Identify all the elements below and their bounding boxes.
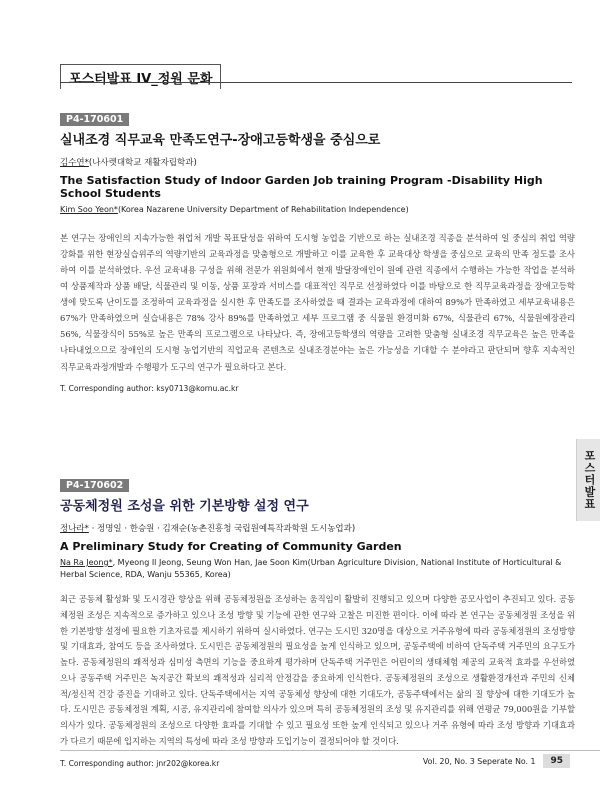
author-name-en: Kim Soo Yeon*	[60, 205, 118, 214]
authors-en	[60, 204, 575, 216]
abstract-id: P4-170602	[60, 479, 129, 492]
section-divider	[60, 82, 572, 83]
abstract-id: P4-170601	[60, 113, 129, 126]
abstract-2	[60, 473, 575, 768]
abstract-title-en: The Satisfaction Study of Indoor Garden Job training Program -Disability High School Students	[60, 174, 543, 200]
author-affiliation-en: (Korea Nazarene University Department of Rehabilitation Independence)	[117, 205, 409, 214]
authors-ko	[60, 522, 575, 534]
section-header: 포스터발표 IV_정원 문화	[60, 64, 221, 89]
footer-divider	[60, 750, 600, 751]
coauthors-ko: · 정명일 · 한승원 · 김재순(농촌진흥청 국립원예특작과학원 도시농업과)	[88, 524, 356, 534]
authors-ko	[60, 156, 575, 168]
abstract-body: 최근 공동체 활성화 및 도시경관 향상을 위해 공동체정원을 조성하는 움직임이 활발히 진행되고 있으며 다양한 공모사업이 추진되고 있다. 공동체정원 조성은 지속적으로 증가하고 있으나 조성 방향 및 기능에 관한 연구와 고찰은 미진한 편이다. 이에 따라 본 연구는 공동체정원 조성을 위한 기본방향 설정에 필요한 기초자료를 제시하기 위하여 실시하였다. 연구는 도시민 320명을 대상으로 거주유형에 따라 공동체정원의 조성방향 및 기대효과, 참여도 등을 조사하였다. 도시민은 공동체정원의 필요성을 높게 인식하고 있으며, 공동주택에 비하여 단독주택 거주민의 요구도가 높다. 공동체정원의 쾌적성과 심미성 측면의 기능을 중요하게 평가하며 단독주택 거주민은 어린이의 생태체험 제공의 교육적 효과를 우선하였으나 공동주택 거주민은 녹지공간 확보의 쾌적성과 심리적 안정감을 중요하게 인식한다. 공동체정원의 조성으로 생활환경개선과 주민의 신체적/정신적 건강 증진을 기대하고 있다. 단독주택에서는 지역 공동체성 향상에 대한 기대도가, 공동주택에서는 삶의 질 향상에 대한 기대도가 높다. 도시민은 공동체정원 계획, 시공, 유지관리에 참여할 의사가 있으며 특히 공동체정원의 조성 및 유지관리를 위해 연평균 79,000원을 기부할 의사가 있다. 공동체정원의 조성으로 다양한 효과를 기대할 수 있고 필요성 또한 높게 인식되고 있으나 거주 유형에 따라 조성 방향과 기대효과가 다르기 때문에 입지하는 지역의 특성에 따라 조성 방향과 도입기능이 결정되어야 할 것이다.	[60, 594, 575, 746]
authors-en	[60, 557, 575, 580]
abstract-title-ko: 공동체정원 조성을 위한 기본방향 설정 연구	[60, 499, 309, 514]
corresponding-author: T. Corresponding author: ksy0713@kornu.ac.kr	[60, 383, 239, 393]
abstract-title-ko: 실내조경 직무교육 만족도연구-장애고등학생을 중심으로	[60, 133, 381, 148]
author-name-ko: 김수연*	[60, 158, 89, 168]
section-side-tab: 포스터발표	[576, 439, 600, 521]
page-number: 95	[543, 754, 570, 768]
author-name-ko: 정나라*	[60, 524, 89, 534]
coauthors-en: , Myeong Il Jeong, Seung Won Han, Jae Soon Kim(Urban Agriculture Division, National Institute of Horticultural & Herbal Science, RDA, Wanju 55365, Korea)	[60, 558, 562, 579]
corresponding-author: T. Corresponding author: jnr202@korea.kr	[60, 758, 220, 768]
author-name-en: Na Ra Jeong*	[60, 558, 113, 567]
abstract-1	[60, 107, 575, 393]
journal-info: Vol. 20, No. 3 Seperate No. 1	[422, 756, 536, 766]
abstract-body: 본 연구는 장애인의 지속가능한 취업처 개발 목표달성을 위하여 도시형 농업을 기반으로 하는 실내조경 직종을 분석하여 일 중심의 취업 역량강화를 위한 현장실습위주의 역량기반의 교육과정을 맞춤형으로 개발하고 이를 교육한 후 교육대상 학생을 중심으로 교육의 만족 정도를 조사하여 이를 분석하였다. 우선 교육내용 구성을 위해 전문가 위원회에서 현재 발달장애인이 원예 관련 직종에서 수행하는 가능한 작업을 분석하여 상품제작과 상품 배달, 식물관리 및 이동, 상품 포장과 서비스를 대표적인 직무로 선정하였다 이를 바탕으로 한 직무교육과정을 장애고등학생에 맞도록 난이도를 조정하여 교육과정을 실시한 후 만족도를 조사하였을 때 결과는 교육과정에 대하여 89%가 만족하였고 세부교육내용은 67%가 만족하였으며 실습내용은 78% 강사 89%를 만족하였고 세부 프로그램 중 식물원 환경미화 67%, 식물관리 67%, 식물원예장관리 56%, 식물장식이 55%로 높은 만족의 프로그램으로 나타났다. 즉, 장애고등학생의 역량을 고려한 맞춤형 실내조경 직무교육은 높은 만족을 나타내었으므로 장애인의 도시형 농업기반의 직업교육 콘텐츠로 실내조경분야는 높은 가능성을 기대할 수 분야라고 판단되며 향후 지속적인 직무교육과정개발과 수행평가 도구의 연구가 필요하다고 본다.	[60, 232, 575, 372]
page-footer	[423, 754, 570, 768]
abstract-title-en: A Preliminary Study for Creating of Community Garden	[60, 540, 402, 553]
author-affiliation-ko: (나사렛대학교 재활자립학과)	[88, 158, 197, 168]
